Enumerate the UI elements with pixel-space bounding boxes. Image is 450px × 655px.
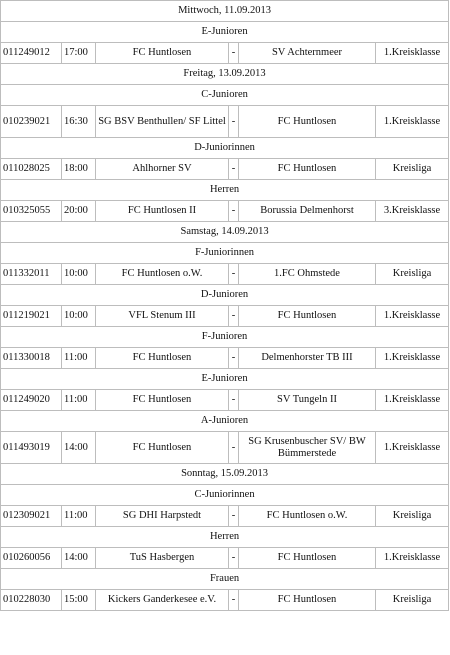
match-number: 011332011	[1, 264, 62, 285]
age-category: Herren	[1, 527, 449, 548]
vs-separator: -	[229, 201, 239, 222]
league-name: 1.Kreisklasse	[376, 432, 449, 464]
age-category: Herren	[1, 180, 449, 201]
match-number: 011249020	[1, 390, 62, 411]
age-category: D-Juniorinnen	[1, 138, 449, 159]
away-team: FC Huntlosen o.W.	[239, 506, 376, 527]
date-row	[1, 464, 449, 485]
league-name: 1.Kreisklasse	[376, 348, 449, 369]
kickoff-time: 10:00	[62, 264, 96, 285]
age-category: C-Junioren	[1, 85, 449, 106]
home-team: Kickers Ganderkesee e.V.	[96, 590, 229, 611]
away-team: SV Achternmeer	[239, 43, 376, 64]
league-name: Kreisliga	[376, 264, 449, 285]
kickoff-time: 18:00	[62, 159, 96, 180]
league-name: Kreisliga	[376, 506, 449, 527]
age-category: Frauen	[1, 569, 449, 590]
away-team: FC Huntlosen	[239, 590, 376, 611]
home-team: Ahlhorner SV	[96, 159, 229, 180]
date-row	[1, 64, 449, 85]
away-team: 1.FC Ohmstede	[239, 264, 376, 285]
kickoff-time: 20:00	[62, 201, 96, 222]
match-row	[1, 590, 449, 611]
date-row	[1, 1, 449, 22]
kickoff-time: 14:00	[62, 548, 96, 569]
match-number: 011028025	[1, 159, 62, 180]
category-row	[1, 485, 449, 506]
vs-separator: -	[229, 432, 239, 464]
vs-separator: -	[229, 506, 239, 527]
match-date: Samstag, 14.09.2013	[1, 222, 449, 243]
match-row	[1, 348, 449, 369]
match-number: 011330018	[1, 348, 62, 369]
match-number: 011493019	[1, 432, 62, 464]
away-team: FC Huntlosen	[239, 106, 376, 138]
match-number: 011249012	[1, 43, 62, 64]
home-team: FC Huntlosen	[96, 390, 229, 411]
category-row	[1, 180, 449, 201]
league-name: Kreisliga	[376, 590, 449, 611]
away-team: FC Huntlosen	[239, 306, 376, 327]
away-team: FC Huntlosen	[239, 548, 376, 569]
match-row	[1, 548, 449, 569]
home-team: SG DHI Harpstedt	[96, 506, 229, 527]
kickoff-time: 14:00	[62, 432, 96, 464]
vs-separator: -	[229, 264, 239, 285]
category-row	[1, 527, 449, 548]
match-number: 010228030	[1, 590, 62, 611]
vs-separator: -	[229, 390, 239, 411]
match-date: Mittwoch, 11.09.2013	[1, 1, 449, 22]
match-row	[1, 106, 449, 138]
home-team: FC Huntlosen II	[96, 201, 229, 222]
home-team: SG BSV Benthullen/ SF Littel	[96, 106, 229, 138]
match-date: Sonntag, 15.09.2013	[1, 464, 449, 485]
kickoff-time: 10:00	[62, 306, 96, 327]
home-team: FC Huntlosen	[96, 348, 229, 369]
age-category: D-Junioren	[1, 285, 449, 306]
match-row	[1, 432, 449, 464]
match-number: 010239021	[1, 106, 62, 138]
date-row	[1, 222, 449, 243]
home-team: FC Huntlosen o.W.	[96, 264, 229, 285]
away-team: SG Krusenbuscher SV/ BW Bümmerstede	[239, 432, 376, 464]
away-team: Borussia Delmenhorst	[239, 201, 376, 222]
home-team: FC Huntlosen	[96, 43, 229, 64]
league-name: 1.Kreisklasse	[376, 548, 449, 569]
age-category: E-Junioren	[1, 369, 449, 390]
league-name: 3.Kreisklasse	[376, 201, 449, 222]
away-team: FC Huntlosen	[239, 159, 376, 180]
age-category: E-Junioren	[1, 22, 449, 43]
vs-separator: -	[229, 43, 239, 64]
category-row	[1, 138, 449, 159]
age-category: C-Juniorinnen	[1, 485, 449, 506]
match-number: 012309021	[1, 506, 62, 527]
category-row	[1, 369, 449, 390]
kickoff-time: 11:00	[62, 348, 96, 369]
category-row	[1, 569, 449, 590]
category-row	[1, 327, 449, 348]
home-team: VFL Stenum III	[96, 306, 229, 327]
match-row	[1, 264, 449, 285]
category-row	[1, 285, 449, 306]
category-row	[1, 411, 449, 432]
kickoff-time: 11:00	[62, 390, 96, 411]
kickoff-time: 16:30	[62, 106, 96, 138]
away-team: SV Tungeln II	[239, 390, 376, 411]
kickoff-time: 15:00	[62, 590, 96, 611]
vs-separator: -	[229, 106, 239, 138]
league-name: 1.Kreisklasse	[376, 106, 449, 138]
match-date: Freitag, 13.09.2013	[1, 64, 449, 85]
vs-separator: -	[229, 348, 239, 369]
league-name: 1.Kreisklasse	[376, 306, 449, 327]
category-row	[1, 243, 449, 264]
match-number: 011219021	[1, 306, 62, 327]
match-row	[1, 390, 449, 411]
vs-separator: -	[229, 159, 239, 180]
match-row	[1, 306, 449, 327]
away-team: Delmenhorster TB III	[239, 348, 376, 369]
match-row	[1, 43, 449, 64]
league-name: 1.Kreisklasse	[376, 43, 449, 64]
league-name: Kreisliga	[376, 159, 449, 180]
league-name: 1.Kreisklasse	[376, 390, 449, 411]
category-row	[1, 22, 449, 43]
vs-separator: -	[229, 306, 239, 327]
age-category: F-Junioren	[1, 327, 449, 348]
age-category: A-Junioren	[1, 411, 449, 432]
home-team: TuS Hasbergen	[96, 548, 229, 569]
match-row	[1, 201, 449, 222]
vs-separator: -	[229, 590, 239, 611]
kickoff-time: 17:00	[62, 43, 96, 64]
age-category: F-Juniorinnen	[1, 243, 449, 264]
match-number: 010260056	[1, 548, 62, 569]
vs-separator: -	[229, 548, 239, 569]
match-number: 010325055	[1, 201, 62, 222]
match-row	[1, 506, 449, 527]
kickoff-time: 11:00	[62, 506, 96, 527]
match-row	[1, 159, 449, 180]
home-team: FC Huntlosen	[96, 432, 229, 464]
category-row	[1, 85, 449, 106]
match-schedule-body	[1, 1, 449, 611]
